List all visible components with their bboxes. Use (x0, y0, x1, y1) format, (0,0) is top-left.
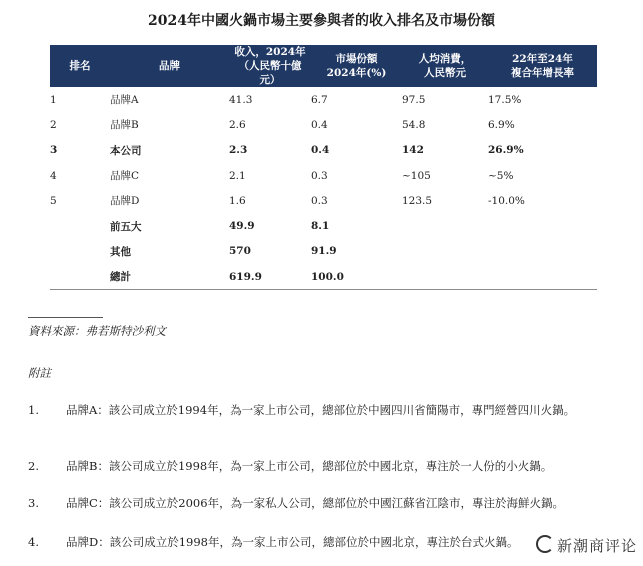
cell-share: 91.9 (311, 245, 337, 258)
table-header-row (50, 45, 597, 87)
cell-cagr (488, 264, 597, 290)
cell-rank (50, 239, 110, 264)
cell-brand: 品牌D (110, 195, 140, 208)
table-row (50, 239, 597, 264)
header-cagr: 22年至24年 複合年增長率 (488, 45, 597, 87)
note-number: 3. (28, 496, 39, 510)
cell-share: 0.3 (311, 169, 328, 182)
header-revenue: 收入，2024年 （人民幣十億元） (229, 45, 311, 87)
cell-share: 0.4 (311, 144, 330, 157)
table-row (50, 213, 597, 238)
note-text: 品牌B：該公司成立於1998年，為一家上市公司，總部位於中國北京，專注於一人份的小火鍋。 (66, 459, 553, 473)
cell-spend: ~105 (402, 169, 431, 182)
cell-share: 100.0 (311, 264, 402, 290)
cell-revenue: 1.6 (229, 194, 246, 207)
cell-brand: 品牌A (110, 94, 139, 107)
notes-title: 附註 (28, 366, 51, 380)
header-share: 市場份額 2024年(%) (311, 45, 402, 87)
cell-cagr: 26.9% (488, 144, 524, 157)
table-row (50, 87, 597, 112)
cell-brand: 前五大 (110, 220, 142, 233)
cell-brand: 品牌B (110, 119, 139, 132)
cell-spend: 54.8 (402, 118, 426, 131)
source-note: 資料來源：弗若斯特沙利文 (28, 324, 166, 338)
note-text: 品牌D：該公司成立於1998年，為一家上市公司，總部位於中國北京，專注於台式火鍋。 (66, 535, 519, 549)
cell-share: 6.7 (311, 93, 328, 106)
cell-rank: 2 (50, 118, 57, 131)
cell-share: 0.4 (311, 118, 328, 131)
note-item (28, 401, 618, 419)
watermark (536, 535, 637, 556)
cell-revenue: 619.9 (229, 264, 311, 290)
cell-rank (50, 264, 110, 290)
cell-cagr (488, 213, 597, 238)
cell-spend (402, 239, 488, 264)
ranking-table (50, 45, 597, 290)
watermark-logo-icon (536, 535, 554, 553)
table-row (50, 163, 597, 188)
table-row (50, 112, 597, 137)
cell-cagr (488, 239, 597, 264)
header-spend: 人均消費， 人民幣元 (402, 45, 488, 87)
cell-cagr: ~5% (488, 169, 514, 182)
note-number: 1. (28, 403, 39, 417)
cell-cagr: -10.0% (488, 194, 525, 207)
cell-revenue: 49.9 (229, 220, 255, 233)
cell-rank: 5 (50, 194, 57, 207)
note-text: 品牌C：該公司成立於2006年，為一家私人公司，總部位於中國江蘇省江陰市，專注於海鮮火鍋。 (66, 496, 565, 510)
cell-cagr: 6.9% (488, 118, 515, 131)
cell-revenue: 41.3 (229, 93, 253, 106)
cell-share: 0.3 (311, 194, 328, 207)
cell-cagr: 17.5% (488, 93, 522, 106)
cell-rank: 1 (50, 93, 57, 106)
cell-spend: 97.5 (402, 93, 426, 106)
note-number: 4. (28, 535, 39, 549)
cell-revenue: 2.1 (229, 169, 246, 182)
cell-spend (402, 264, 488, 290)
note-item (28, 494, 618, 512)
table-row (50, 264, 597, 290)
cell-rank (50, 213, 110, 238)
cell-brand: 本公司 (110, 144, 142, 157)
watermark-text: 新潮商评论 (556, 537, 637, 555)
cell-spend: 142 (402, 144, 424, 157)
cell-spend: 123.5 (402, 194, 433, 207)
cell-revenue: 2.6 (229, 118, 246, 131)
note-item (28, 533, 618, 551)
cell-revenue: 570 (229, 245, 251, 258)
note-number: 2. (28, 459, 39, 473)
cell-rank: 3 (50, 144, 58, 157)
cell-brand: 品牌C (110, 170, 140, 183)
cell-revenue: 2.3 (229, 144, 248, 157)
cell-share: 8.1 (311, 220, 330, 233)
table-row (50, 138, 597, 163)
note-item (28, 457, 618, 475)
header-rank: 排名 (50, 45, 110, 87)
table-body (50, 87, 597, 290)
footnote-divider (28, 317, 103, 318)
table-row (50, 188, 597, 213)
page-title: 2024年中國火鍋市場主要參與者的收入排名及市場份額 (148, 13, 495, 29)
cell-brand: 其他 (110, 245, 131, 258)
header-brand: 品牌 (110, 45, 229, 87)
cell-brand: 總計 (110, 264, 229, 290)
cell-spend (402, 213, 488, 238)
cell-rank: 4 (50, 169, 57, 182)
note-text: 品牌A：該公司成立於1994年，為一家上市公司，總部位於中國四川省簡陽市，專門經營四川火鍋。 (66, 403, 576, 417)
